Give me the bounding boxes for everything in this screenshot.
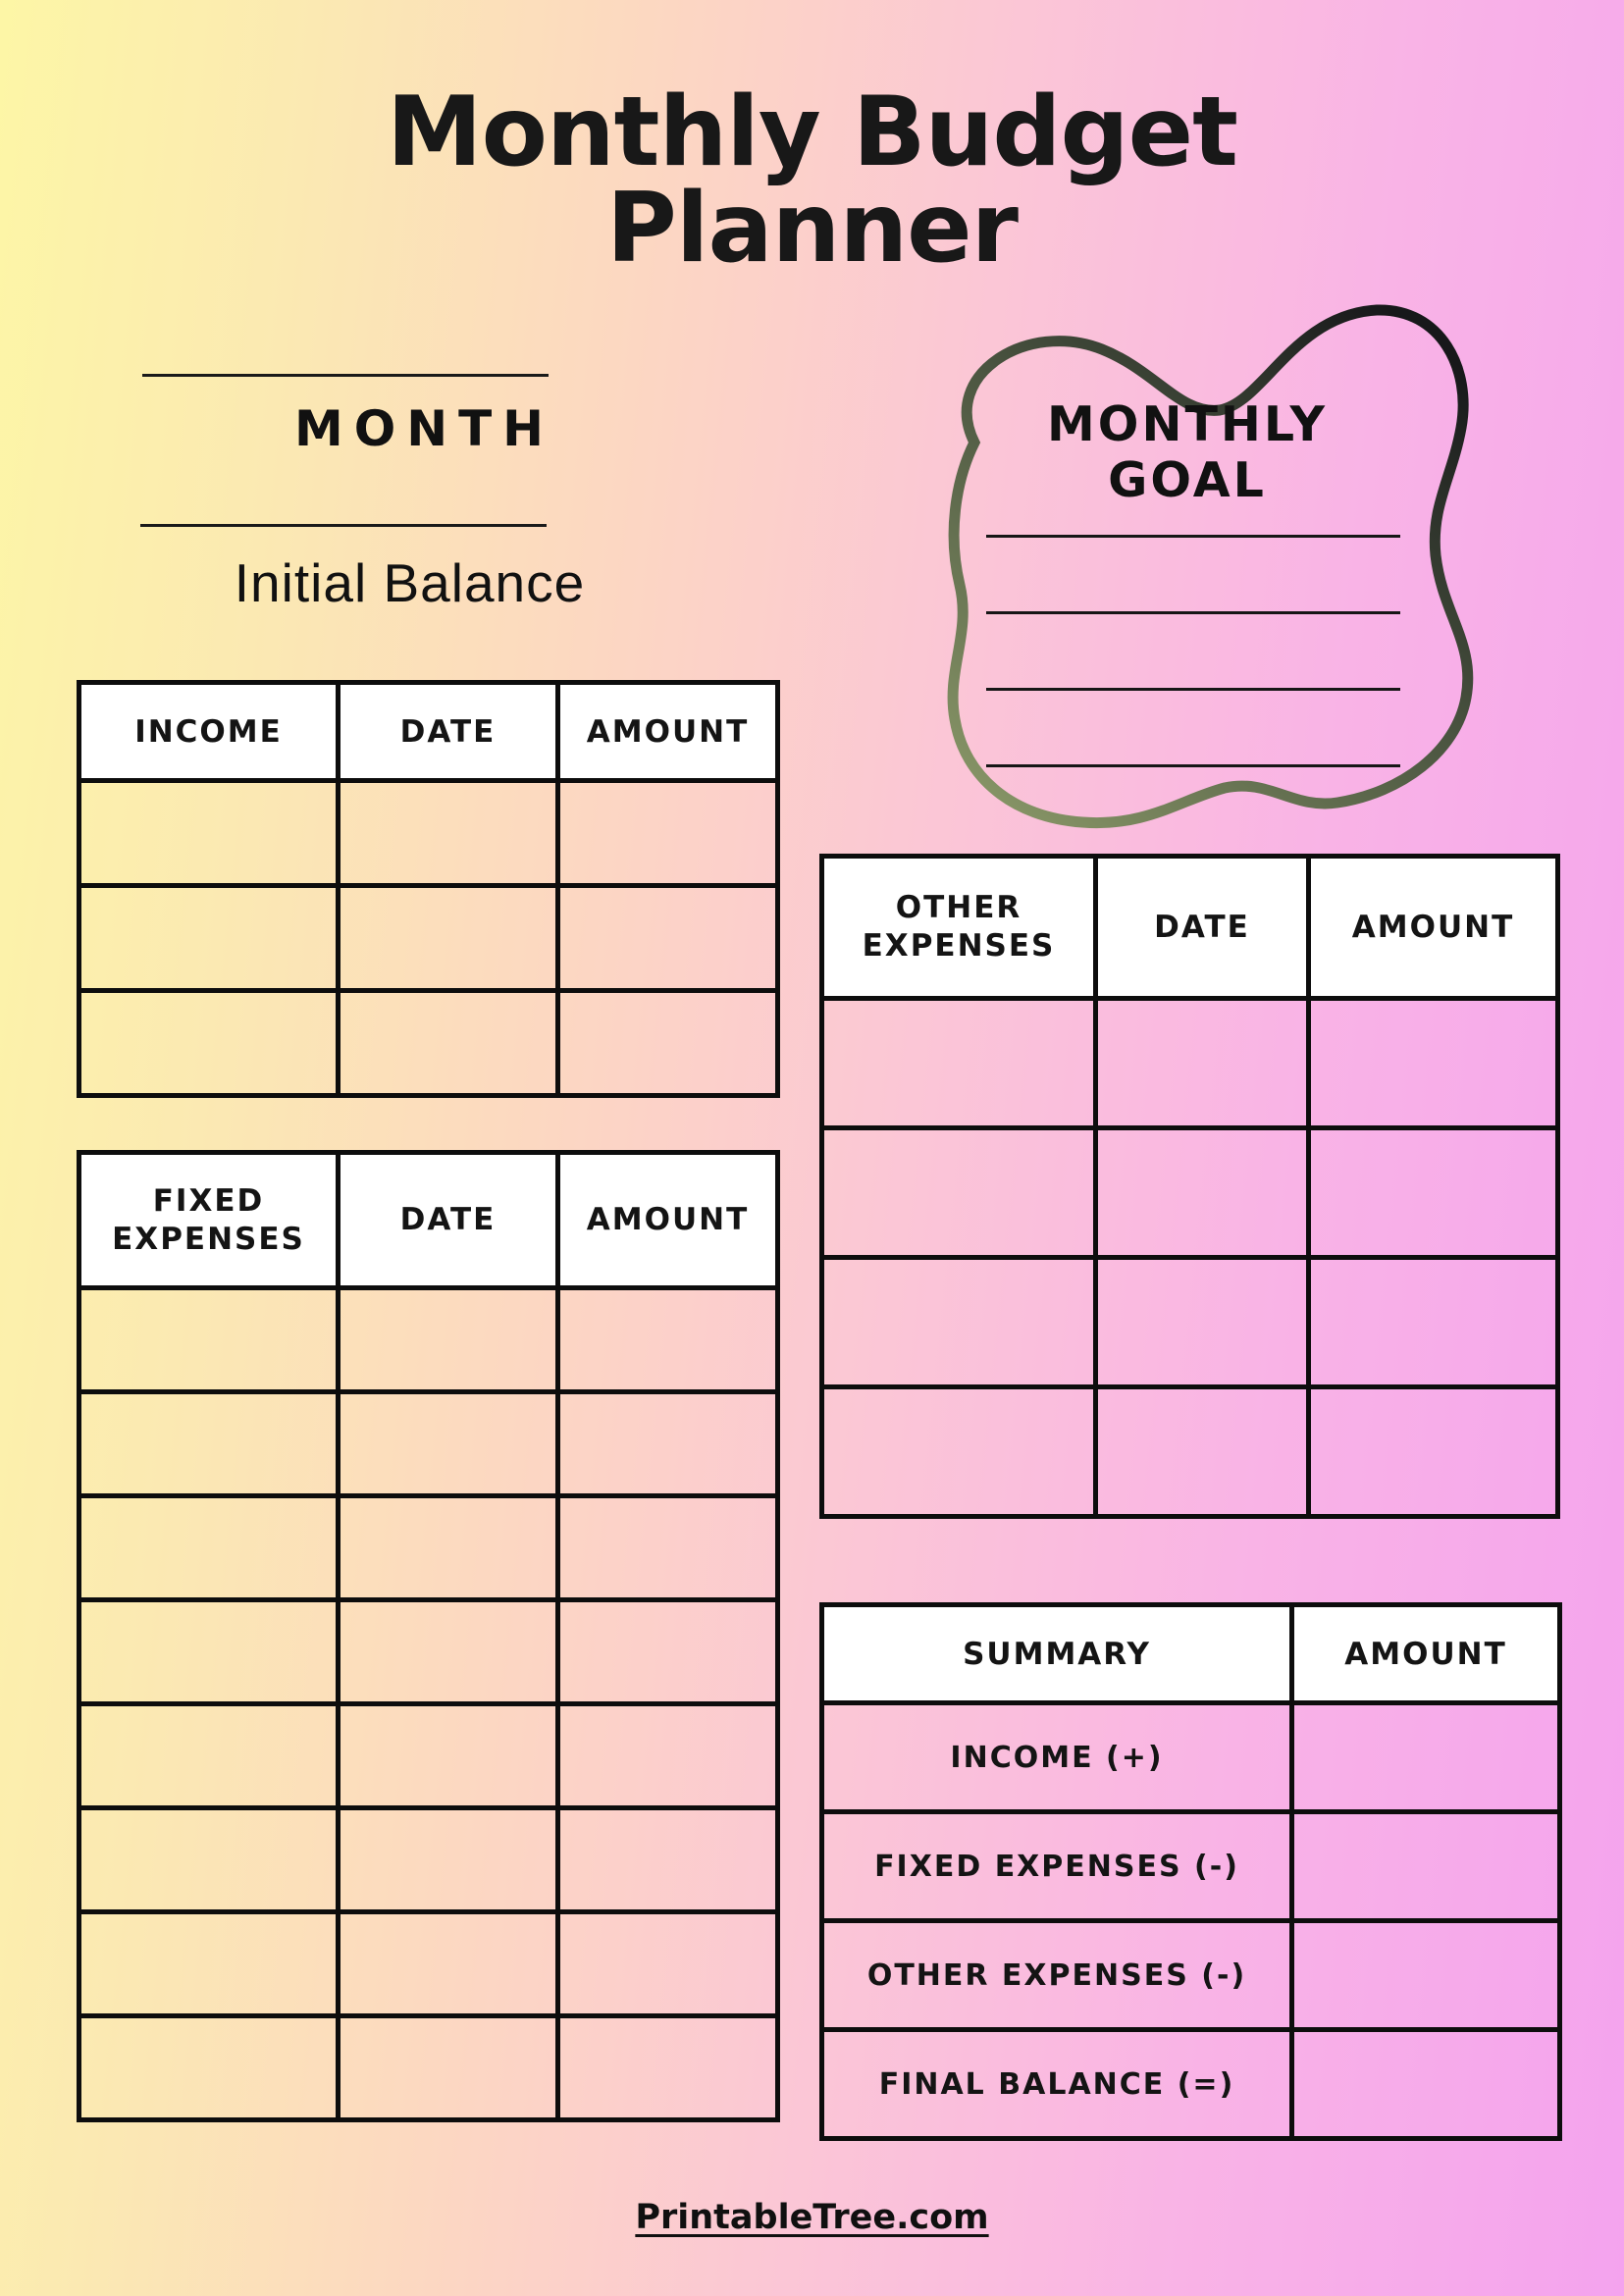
summary-row — [822, 1703, 1560, 1812]
summary-amount-header-cell: AMOUNT — [1292, 1605, 1560, 1703]
page-title-line-2: Planner — [606, 173, 1018, 285]
fixed-expenses-header-cell: FIXED EXPENSES — [79, 1153, 339, 1288]
blank-row — [79, 781, 778, 886]
blank-cell — [822, 999, 1096, 1128]
other-header-row — [822, 857, 1558, 999]
summary-row-label: INCOME (+) — [822, 1703, 1292, 1812]
income-date-header-cell: DATE — [339, 683, 558, 781]
blank-cell — [1309, 1387, 1558, 1517]
blank-cell — [79, 1392, 339, 1496]
blank-cell — [339, 2016, 558, 2120]
income-header-row — [79, 683, 778, 781]
blank-cell — [79, 781, 339, 886]
goal-write-in-line — [986, 461, 1400, 538]
blank-cell — [339, 1392, 558, 1496]
blank-row — [822, 1128, 1558, 1258]
blank-row — [79, 1496, 778, 1600]
blank-cell — [558, 1392, 778, 1496]
goal-write-in-line — [986, 691, 1400, 767]
blank-row — [79, 2016, 778, 2120]
fixed-header-row — [79, 1153, 778, 1288]
blank-cell — [558, 1912, 778, 2016]
income-amount-header-cell: AMOUNT — [558, 683, 778, 781]
blank-cell — [1096, 1258, 1309, 1387]
blank-cell — [79, 1288, 339, 1392]
blank-cell — [558, 781, 778, 886]
blank-row — [822, 999, 1558, 1128]
fixed-date-header-cell: DATE — [339, 1153, 558, 1288]
blank-cell — [339, 886, 558, 991]
blank-cell — [558, 1496, 778, 1600]
blank-cell — [822, 1387, 1096, 1517]
blank-row — [79, 1912, 778, 2016]
blank-cell — [339, 1808, 558, 1912]
other-date-header-cell: DATE — [1096, 857, 1309, 999]
summary-header-row — [822, 1605, 1560, 1703]
blank-cell — [822, 1258, 1096, 1387]
blank-cell — [1309, 1128, 1558, 1258]
footer-link-text[interactable]: PrintableTree.com — [635, 2198, 989, 2237]
blank-cell — [822, 1128, 1096, 1258]
blank-cell — [558, 886, 778, 991]
blank-row — [79, 1704, 778, 1808]
blank-cell — [1096, 1128, 1309, 1258]
summary-row-label: OTHER EXPENSES (-) — [822, 1921, 1292, 2030]
summary-row — [822, 1921, 1560, 2030]
summary-row — [822, 1812, 1560, 1921]
blank-cell — [1096, 1387, 1309, 1517]
page-title-line-1: Monthly Budget — [387, 77, 1237, 188]
blank-cell — [339, 781, 558, 886]
blank-cell — [79, 2016, 339, 2120]
blank-cell — [1309, 1258, 1558, 1387]
summary-table — [819, 1602, 1562, 2141]
blank-cell — [1309, 999, 1558, 1128]
goal-title: MONTHLY GOAL — [1047, 396, 1328, 508]
blank-row — [79, 1808, 778, 1912]
blank-row — [79, 1600, 778, 1704]
summary-row-label: FIXED EXPENSES (-) — [822, 1812, 1292, 1921]
blank-cell — [79, 1600, 339, 1704]
blank-cell — [79, 1704, 339, 1808]
blank-cell — [339, 991, 558, 1096]
blank-cell — [79, 1912, 339, 2016]
income-header-cell: INCOME — [79, 683, 339, 781]
blank-row — [79, 1288, 778, 1392]
other-expenses-table — [819, 854, 1560, 1519]
initial-balance-write-in-line — [140, 524, 547, 527]
blank-cell — [339, 1496, 558, 1600]
month-write-in-line-top — [142, 374, 549, 377]
blank-cell — [558, 1600, 778, 1704]
blank-cell — [79, 1808, 339, 1912]
summary-row — [822, 2030, 1560, 2139]
blank-cell — [558, 991, 778, 1096]
month-label: MONTH — [293, 400, 555, 457]
goal-write-in-line — [986, 538, 1400, 614]
summary-amount-cell — [1292, 1921, 1560, 2030]
initial-balance-label: Initial Balance — [234, 552, 586, 613]
blank-cell — [339, 1288, 558, 1392]
blank-cell — [79, 991, 339, 1096]
blank-row — [822, 1258, 1558, 1387]
blank-cell — [558, 1808, 778, 1912]
blank-cell — [339, 1704, 558, 1808]
goal-write-in-lines — [986, 461, 1400, 767]
blank-row — [822, 1387, 1558, 1517]
fixed-expenses-table — [77, 1150, 780, 2122]
summary-header-cell: SUMMARY — [822, 1605, 1292, 1703]
other-expenses-header-cell: OTHER EXPENSES — [822, 857, 1096, 999]
blank-cell — [79, 886, 339, 991]
blank-row — [79, 886, 778, 991]
blank-row — [79, 1392, 778, 1496]
footer-website-link — [0, 2198, 1624, 2237]
other-amount-header-cell: AMOUNT — [1309, 857, 1558, 999]
blank-cell — [339, 1600, 558, 1704]
fixed-amount-header-cell: AMOUNT — [558, 1153, 778, 1288]
blank-row — [79, 991, 778, 1096]
blank-cell — [558, 1288, 778, 1392]
blank-cell — [339, 1912, 558, 2016]
summary-amount-cell — [1292, 1812, 1560, 1921]
summary-amount-cell — [1292, 2030, 1560, 2139]
summary-amount-cell — [1292, 1703, 1560, 1812]
summary-row-label: FINAL BALANCE (=) — [822, 2030, 1292, 2139]
blank-cell — [1096, 999, 1309, 1128]
income-table — [77, 680, 780, 1098]
blank-cell — [79, 1496, 339, 1600]
blank-cell — [558, 2016, 778, 2120]
blank-cell — [558, 1704, 778, 1808]
goal-write-in-line — [986, 614, 1400, 691]
